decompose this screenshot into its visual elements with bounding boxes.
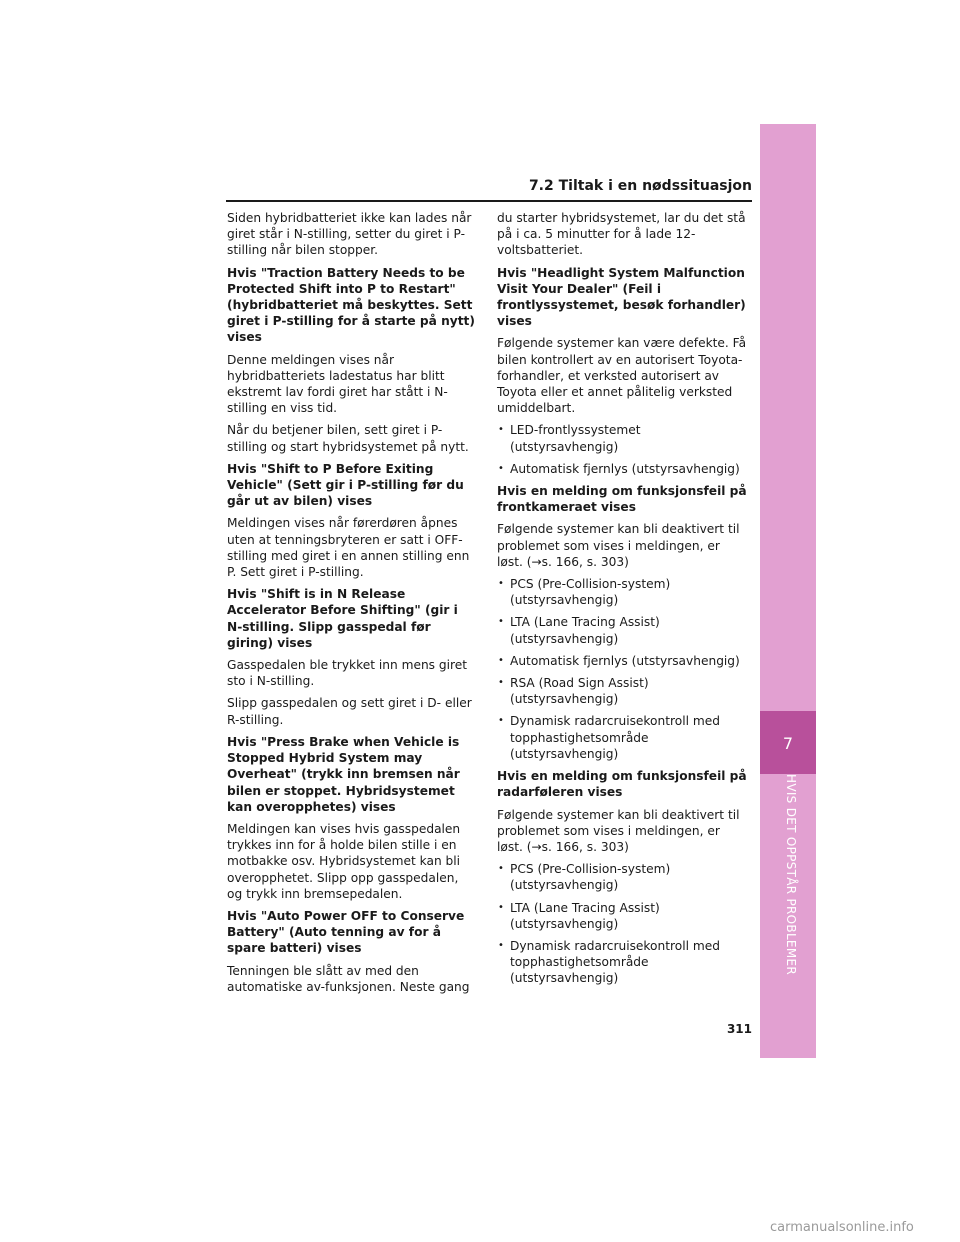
bullet-item: • Dynamisk radarcruisekontroll med topphastighetsområde (utstyrsavhengig) — [497, 938, 747, 987]
paragraph: du starter hybridsystemet, lar du det stå på i ca. 5 minutter for å lade 12-voltsbatteriet. — [497, 211, 746, 258]
paragraph: Slipp gasspedalen og sett giret i D- eller R-stilling. — [227, 696, 472, 727]
section-heading: Hvis en melding om funksjonsfeil på radarføleren vises — [497, 769, 747, 800]
watermark: carmanualsonline.info — [770, 1220, 914, 1235]
paragraph: Følgende systemer kan være defekte. Få bilen kontrollert av en autorisert Toyota-forhandler, et verksted autorisert av Toyota eller et annet pålitelig verksted umiddelbart. — [497, 336, 747, 416]
bullet-item: • RSA (Road Sign Assist) (utstyrsavhengig) — [497, 675, 747, 707]
chapter-number: 7 — [782, 734, 794, 753]
paragraph: Når du betjener bilen, sett giret i P-stilling og start hybridsystemet på nytt. — [227, 423, 469, 454]
chapter-title: HVIS DET OPPSTÅR PROBLEMER — [784, 774, 798, 975]
page-number: 311 — [726, 1022, 752, 1036]
section-heading: Hvis "Press Brake when Vehicle is Stopped Hybrid System may Overheat" (trykk inn bremsen når bilen er stoppet. Hybridsystemet kan overopphetes) vises — [227, 734, 460, 814]
section-heading: Hvis en melding om funksjonsfeil på frontkameraet vises — [497, 484, 747, 515]
bullet-item: • LTA (Lane Tracing Assist) (utstyrsavhengig) — [497, 900, 747, 932]
paragraph: Tenningen ble slått av med den automatiske av-funksjonen. Neste gang — [227, 963, 470, 994]
paragraph: Meldingen kan vises hvis gasspedalen trykkes inn for å holde bilen stille i en motbakke osv. Hybridsystemet kan bli overopphetet. Slipp opp gasspedalen, og trykk inn bremsepedalen. — [227, 821, 461, 901]
paragraph: Denne meldingen vises når hybridbatteriets ladestatus har blitt ekstremt lav fordi giret har stått i N-stilling en viss tid. — [227, 352, 448, 416]
section-heading: Hvis "Shift is in N Release Accelerator Before Shifting" (gir i N-stilling. Slipp gasspedal før giring) vises — [227, 587, 458, 650]
header-divider — [226, 200, 752, 202]
section-heading: Hvis "Shift to P Before Exiting Vehicle" (Sett gir i P-stilling før du går ut av bilen) vises — [227, 461, 464, 509]
bullet-item: • PCS (Pre-Collision-system) (utstyrsavhengig) — [497, 576, 747, 608]
bullet-item: • Automatisk fjernlys (utstyrsavhengig) — [497, 653, 747, 669]
section-heading: Hvis "Traction Battery Needs to be Protected Shift into P to Restart" (hybridbatteriet må beskyttes. Sett giret i P-stilling for å starte på nytt) vises — [227, 265, 475, 345]
bullet-item: • PCS (Pre-Collision-system) (utstyrsavhengig) — [497, 861, 747, 893]
bullet-item: • Automatisk fjernlys (utstyrsavhengig) — [497, 461, 747, 477]
bullet-item: • Dynamisk radarcruisekontroll med topphastighetsområde (utstyrsavhengig) — [497, 713, 747, 762]
bullet-item: • LTA (Lane Tracing Assist) (utstyrsavhengig) — [497, 614, 747, 646]
section-heading: Hvis "Auto Power OFF to Conserve Battery" (Auto tenning av for å spare batteri) vises — [227, 908, 465, 956]
right-column — [497, 210, 747, 993]
bullet-item: • LED-frontlyssystemet (utstyrsavhengig) — [497, 422, 747, 454]
paragraph: Meldingen vises når førerdøren åpnes uten at tenningsbryteren er satt i OFF-stilling med giret i en annen stilling enn P. Sett giret i P-stilling. — [227, 516, 470, 580]
paragraph: Følgende systemer kan bli deaktivert til problemet som vises i meldingen, er løst. (→s. 166, s. 303) — [497, 807, 740, 854]
section-title: 7.2 Tiltak i en nødssituasjon — [528, 178, 752, 194]
paragraph: Gasspedalen ble trykket inn mens giret sto i N-stilling. — [227, 658, 468, 689]
paragraph: Siden hybridbatteriet ikke kan lades når giret står i N-stilling, setter du giret i P-stilling når bilen stopper. — [227, 211, 472, 258]
section-heading: Hvis "Headlight System Malfunction Visit Your Dealer" (Feil i frontlyssystemet, besøk forhandler) vises — [497, 265, 746, 329]
left-column — [227, 210, 477, 1001]
paragraph: Følgende systemer kan bli deaktivert til problemet som vises i meldingen, er løst. (→s. 166, s. 303) — [497, 522, 740, 569]
